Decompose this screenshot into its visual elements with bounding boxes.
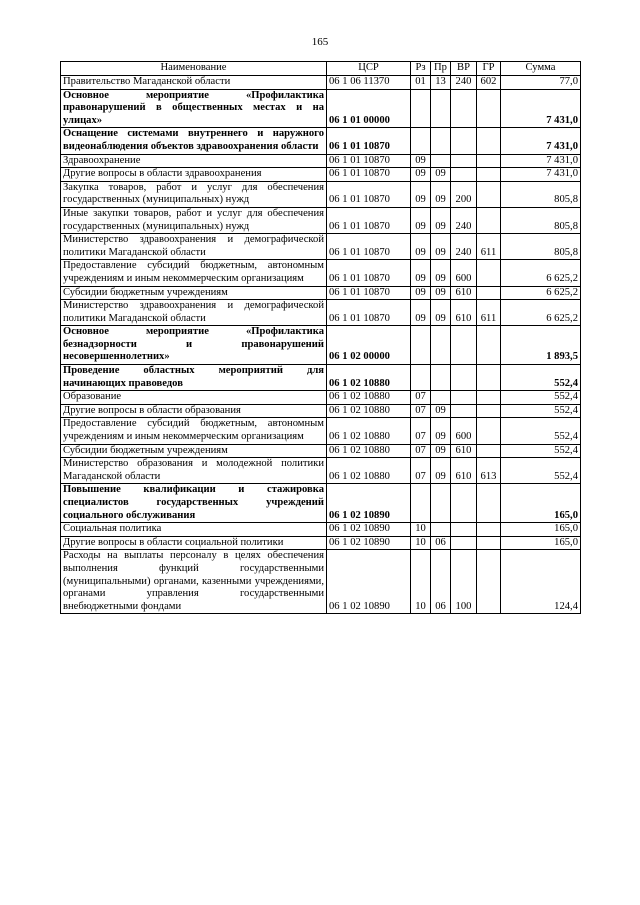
row-rz: 10 xyxy=(411,523,431,537)
row-name: Другие вопросы в области социальной политики xyxy=(61,536,327,550)
row-name: Образование xyxy=(61,391,327,405)
row-rz xyxy=(411,484,431,523)
row-rz: 09 xyxy=(411,154,431,168)
row-vr: 610 xyxy=(451,286,477,300)
row-vr xyxy=(451,326,477,365)
row-pr xyxy=(431,365,451,391)
row-sum: 552,4 xyxy=(501,391,581,405)
row-gr xyxy=(477,365,501,391)
row-gr xyxy=(477,391,501,405)
row-rz: 07 xyxy=(411,391,431,405)
table-header-row xyxy=(61,62,581,76)
row-gr xyxy=(477,523,501,537)
row-rz: 10 xyxy=(411,550,431,614)
row-vr: 600 xyxy=(451,260,477,286)
row-name: Субсидии бюджетным учреждениям xyxy=(61,286,327,300)
row-rz xyxy=(411,326,431,365)
row-csr: 06 1 01 10870 xyxy=(327,300,411,326)
row-gr xyxy=(477,181,501,207)
table-row xyxy=(61,181,581,207)
row-name: Предоставление субсидий бюджетным, автономным учреждениям и иным некоммерческим организациям xyxy=(61,260,327,286)
row-name: Социальная политика xyxy=(61,523,327,537)
row-gr xyxy=(477,484,501,523)
header-sum: Сумма xyxy=(501,62,581,76)
row-gr xyxy=(477,286,501,300)
row-csr: 06 1 02 00000 xyxy=(327,326,411,365)
row-rz: 09 xyxy=(411,181,431,207)
table-row xyxy=(61,286,581,300)
row-name: Другие вопросы в области здравоохранения xyxy=(61,168,327,182)
row-sum: 552,4 xyxy=(501,458,581,484)
table-row xyxy=(61,484,581,523)
row-name: Здравоохранение xyxy=(61,154,327,168)
row-rz: 09 xyxy=(411,234,431,260)
row-name: Министерство здравоохранения и демографической политики Магаданской области xyxy=(61,300,327,326)
row-sum: 7 431,0 xyxy=(501,168,581,182)
row-vr: 100 xyxy=(451,550,477,614)
row-sum: 1 893,5 xyxy=(501,326,581,365)
row-gr xyxy=(477,326,501,365)
row-rz: 09 xyxy=(411,260,431,286)
row-sum: 6 625,2 xyxy=(501,286,581,300)
row-vr xyxy=(451,168,477,182)
row-csr: 06 1 01 10870 xyxy=(327,207,411,233)
row-csr: 06 1 01 10870 xyxy=(327,128,411,154)
row-vr xyxy=(451,404,477,418)
row-pr xyxy=(431,484,451,523)
row-gr: 602 xyxy=(477,76,501,90)
budget-table xyxy=(60,61,581,614)
row-rz: 10 xyxy=(411,536,431,550)
row-vr xyxy=(451,523,477,537)
row-name: Основное мероприятие «Профилактика правонарушений в общественных местах и на улицах» xyxy=(61,89,327,128)
table-row xyxy=(61,154,581,168)
row-vr xyxy=(451,391,477,405)
row-sum: 805,8 xyxy=(501,234,581,260)
table-row xyxy=(61,444,581,458)
row-sum: 552,4 xyxy=(501,404,581,418)
row-pr: 09 xyxy=(431,234,451,260)
row-pr: 09 xyxy=(431,404,451,418)
row-csr: 06 1 02 10890 xyxy=(327,536,411,550)
row-csr: 06 1 01 00000 xyxy=(327,89,411,128)
row-sum: 6 625,2 xyxy=(501,260,581,286)
row-name: Расходы на выплаты персоналу в целях обеспечения выполнения функций государственными (муниципальными) органами, казенными учреждениями, органами управления государственными внебюджетными фондами xyxy=(61,550,327,614)
row-pr: 13 xyxy=(431,76,451,90)
row-sum: 7 431,0 xyxy=(501,128,581,154)
table-row xyxy=(61,418,581,444)
row-name: Закупка товаров, работ и услуг для обеспечения государственных (муниципальных) нужд xyxy=(61,181,327,207)
row-pr: 09 xyxy=(431,286,451,300)
row-vr: 610 xyxy=(451,458,477,484)
row-name: Повышение квалификации и стажировка специалистов государственных учреждений социального обслуживания xyxy=(61,484,327,523)
row-vr xyxy=(451,365,477,391)
row-pr: 09 xyxy=(431,168,451,182)
table-row xyxy=(61,458,581,484)
row-sum: 165,0 xyxy=(501,484,581,523)
row-rz: 09 xyxy=(411,300,431,326)
row-vr: 200 xyxy=(451,181,477,207)
row-name: Предоставление субсидий бюджетным, автономным учреждениям и иным некоммерческим организациям xyxy=(61,418,327,444)
row-csr: 06 1 01 10870 xyxy=(327,286,411,300)
row-csr: 06 1 02 10890 xyxy=(327,484,411,523)
row-pr xyxy=(431,523,451,537)
row-name: Министерство здравоохранения и демографической политики Магаданской области xyxy=(61,234,327,260)
table-row xyxy=(61,300,581,326)
row-sum: 7 431,0 xyxy=(501,154,581,168)
row-sum: 552,4 xyxy=(501,418,581,444)
row-pr xyxy=(431,391,451,405)
page-number: 165 xyxy=(311,36,329,48)
row-gr xyxy=(477,154,501,168)
table-row xyxy=(61,89,581,128)
row-csr: 06 1 01 10870 xyxy=(327,234,411,260)
row-pr: 09 xyxy=(431,458,451,484)
row-rz xyxy=(411,365,431,391)
row-name: Оснащение системами внутреннего и наружного видеонаблюдения объектов здравоохранения области xyxy=(61,128,327,154)
header-vr: ВР xyxy=(451,62,477,76)
row-sum: 552,4 xyxy=(501,365,581,391)
row-csr: 06 1 02 10880 xyxy=(327,404,411,418)
row-vr xyxy=(451,154,477,168)
row-csr: 06 1 01 10870 xyxy=(327,181,411,207)
row-vr: 610 xyxy=(451,444,477,458)
row-pr: 09 xyxy=(431,207,451,233)
row-pr: 09 xyxy=(431,300,451,326)
row-csr: 06 1 01 10870 xyxy=(327,168,411,182)
row-rz: 09 xyxy=(411,207,431,233)
table-row xyxy=(61,391,581,405)
row-rz: 07 xyxy=(411,458,431,484)
row-csr: 06 1 01 10870 xyxy=(327,260,411,286)
header-rz: Рз xyxy=(411,62,431,76)
row-sum: 805,8 xyxy=(501,181,581,207)
row-sum: 165,0 xyxy=(501,523,581,537)
row-name: Другие вопросы в области образования xyxy=(61,404,327,418)
header-csr: ЦСР xyxy=(327,62,411,76)
row-rz: 09 xyxy=(411,286,431,300)
table-row xyxy=(61,550,581,614)
row-csr: 06 1 02 10890 xyxy=(327,550,411,614)
row-rz xyxy=(411,89,431,128)
row-vr xyxy=(451,484,477,523)
table-row xyxy=(61,260,581,286)
row-gr xyxy=(477,89,501,128)
row-sum: 77,0 xyxy=(501,76,581,90)
row-csr: 06 1 02 10890 xyxy=(327,523,411,537)
row-vr: 240 xyxy=(451,234,477,260)
row-csr: 06 1 02 10880 xyxy=(327,418,411,444)
row-rz xyxy=(411,128,431,154)
table-row xyxy=(61,365,581,391)
row-csr: 06 1 06 11370 xyxy=(327,76,411,90)
row-csr: 06 1 02 10880 xyxy=(327,391,411,405)
row-pr: 06 xyxy=(431,536,451,550)
row-gr xyxy=(477,536,501,550)
table-row xyxy=(61,128,581,154)
row-pr xyxy=(431,128,451,154)
row-vr xyxy=(451,536,477,550)
row-vr: 240 xyxy=(451,207,477,233)
row-vr xyxy=(451,89,477,128)
table-row xyxy=(61,76,581,90)
row-pr xyxy=(431,89,451,128)
row-gr xyxy=(477,260,501,286)
row-pr xyxy=(431,154,451,168)
row-name: Субсидии бюджетным учреждениям xyxy=(61,444,327,458)
row-pr xyxy=(431,326,451,365)
row-pr: 09 xyxy=(431,260,451,286)
row-gr xyxy=(477,444,501,458)
row-gr: 611 xyxy=(477,300,501,326)
row-gr xyxy=(477,404,501,418)
row-pr: 06 xyxy=(431,550,451,614)
row-rz: 07 xyxy=(411,444,431,458)
row-sum: 124,4 xyxy=(501,550,581,614)
row-vr xyxy=(451,128,477,154)
row-rz: 07 xyxy=(411,404,431,418)
row-csr: 06 1 02 10880 xyxy=(327,365,411,391)
row-sum: 552,4 xyxy=(501,444,581,458)
row-rz: 09 xyxy=(411,168,431,182)
row-csr: 06 1 02 10880 xyxy=(327,444,411,458)
table-row xyxy=(61,536,581,550)
table-row xyxy=(61,326,581,365)
header-gr: ГР xyxy=(477,62,501,76)
row-name: Проведение областных мероприятий для начинающих правоведов xyxy=(61,365,327,391)
row-gr xyxy=(477,168,501,182)
row-gr xyxy=(477,550,501,614)
row-sum: 805,8 xyxy=(501,207,581,233)
row-sum: 165,0 xyxy=(501,536,581,550)
row-name: Правительство Магаданской области xyxy=(61,76,327,90)
row-gr xyxy=(477,207,501,233)
table-row xyxy=(61,234,581,260)
row-csr: 06 1 02 10880 xyxy=(327,458,411,484)
row-gr: 611 xyxy=(477,234,501,260)
row-csr: 06 1 01 10870 xyxy=(327,154,411,168)
row-sum: 7 431,0 xyxy=(501,89,581,128)
header-name: Наименование xyxy=(61,62,327,76)
row-vr: 240 xyxy=(451,76,477,90)
row-vr: 610 xyxy=(451,300,477,326)
row-name: Иные закупки товаров, работ и услуг для обеспечения государственных (муниципальных) нужд xyxy=(61,207,327,233)
row-pr: 09 xyxy=(431,418,451,444)
row-pr: 09 xyxy=(431,181,451,207)
table-row xyxy=(61,523,581,537)
row-vr: 600 xyxy=(451,418,477,444)
row-rz: 07 xyxy=(411,418,431,444)
row-rz: 01 xyxy=(411,76,431,90)
row-name: Основное мероприятие «Профилактика безнадзорности и правонарушений несовершеннолетних» xyxy=(61,326,327,365)
row-gr xyxy=(477,418,501,444)
table-row xyxy=(61,404,581,418)
row-gr xyxy=(477,128,501,154)
header-pr: Пр xyxy=(431,62,451,76)
row-name: Министерство образования и молодежной политики Магаданской области xyxy=(61,458,327,484)
row-pr: 09 xyxy=(431,444,451,458)
table-row xyxy=(61,168,581,182)
table-row xyxy=(61,207,581,233)
row-gr: 613 xyxy=(477,458,501,484)
row-sum: 6 625,2 xyxy=(501,300,581,326)
